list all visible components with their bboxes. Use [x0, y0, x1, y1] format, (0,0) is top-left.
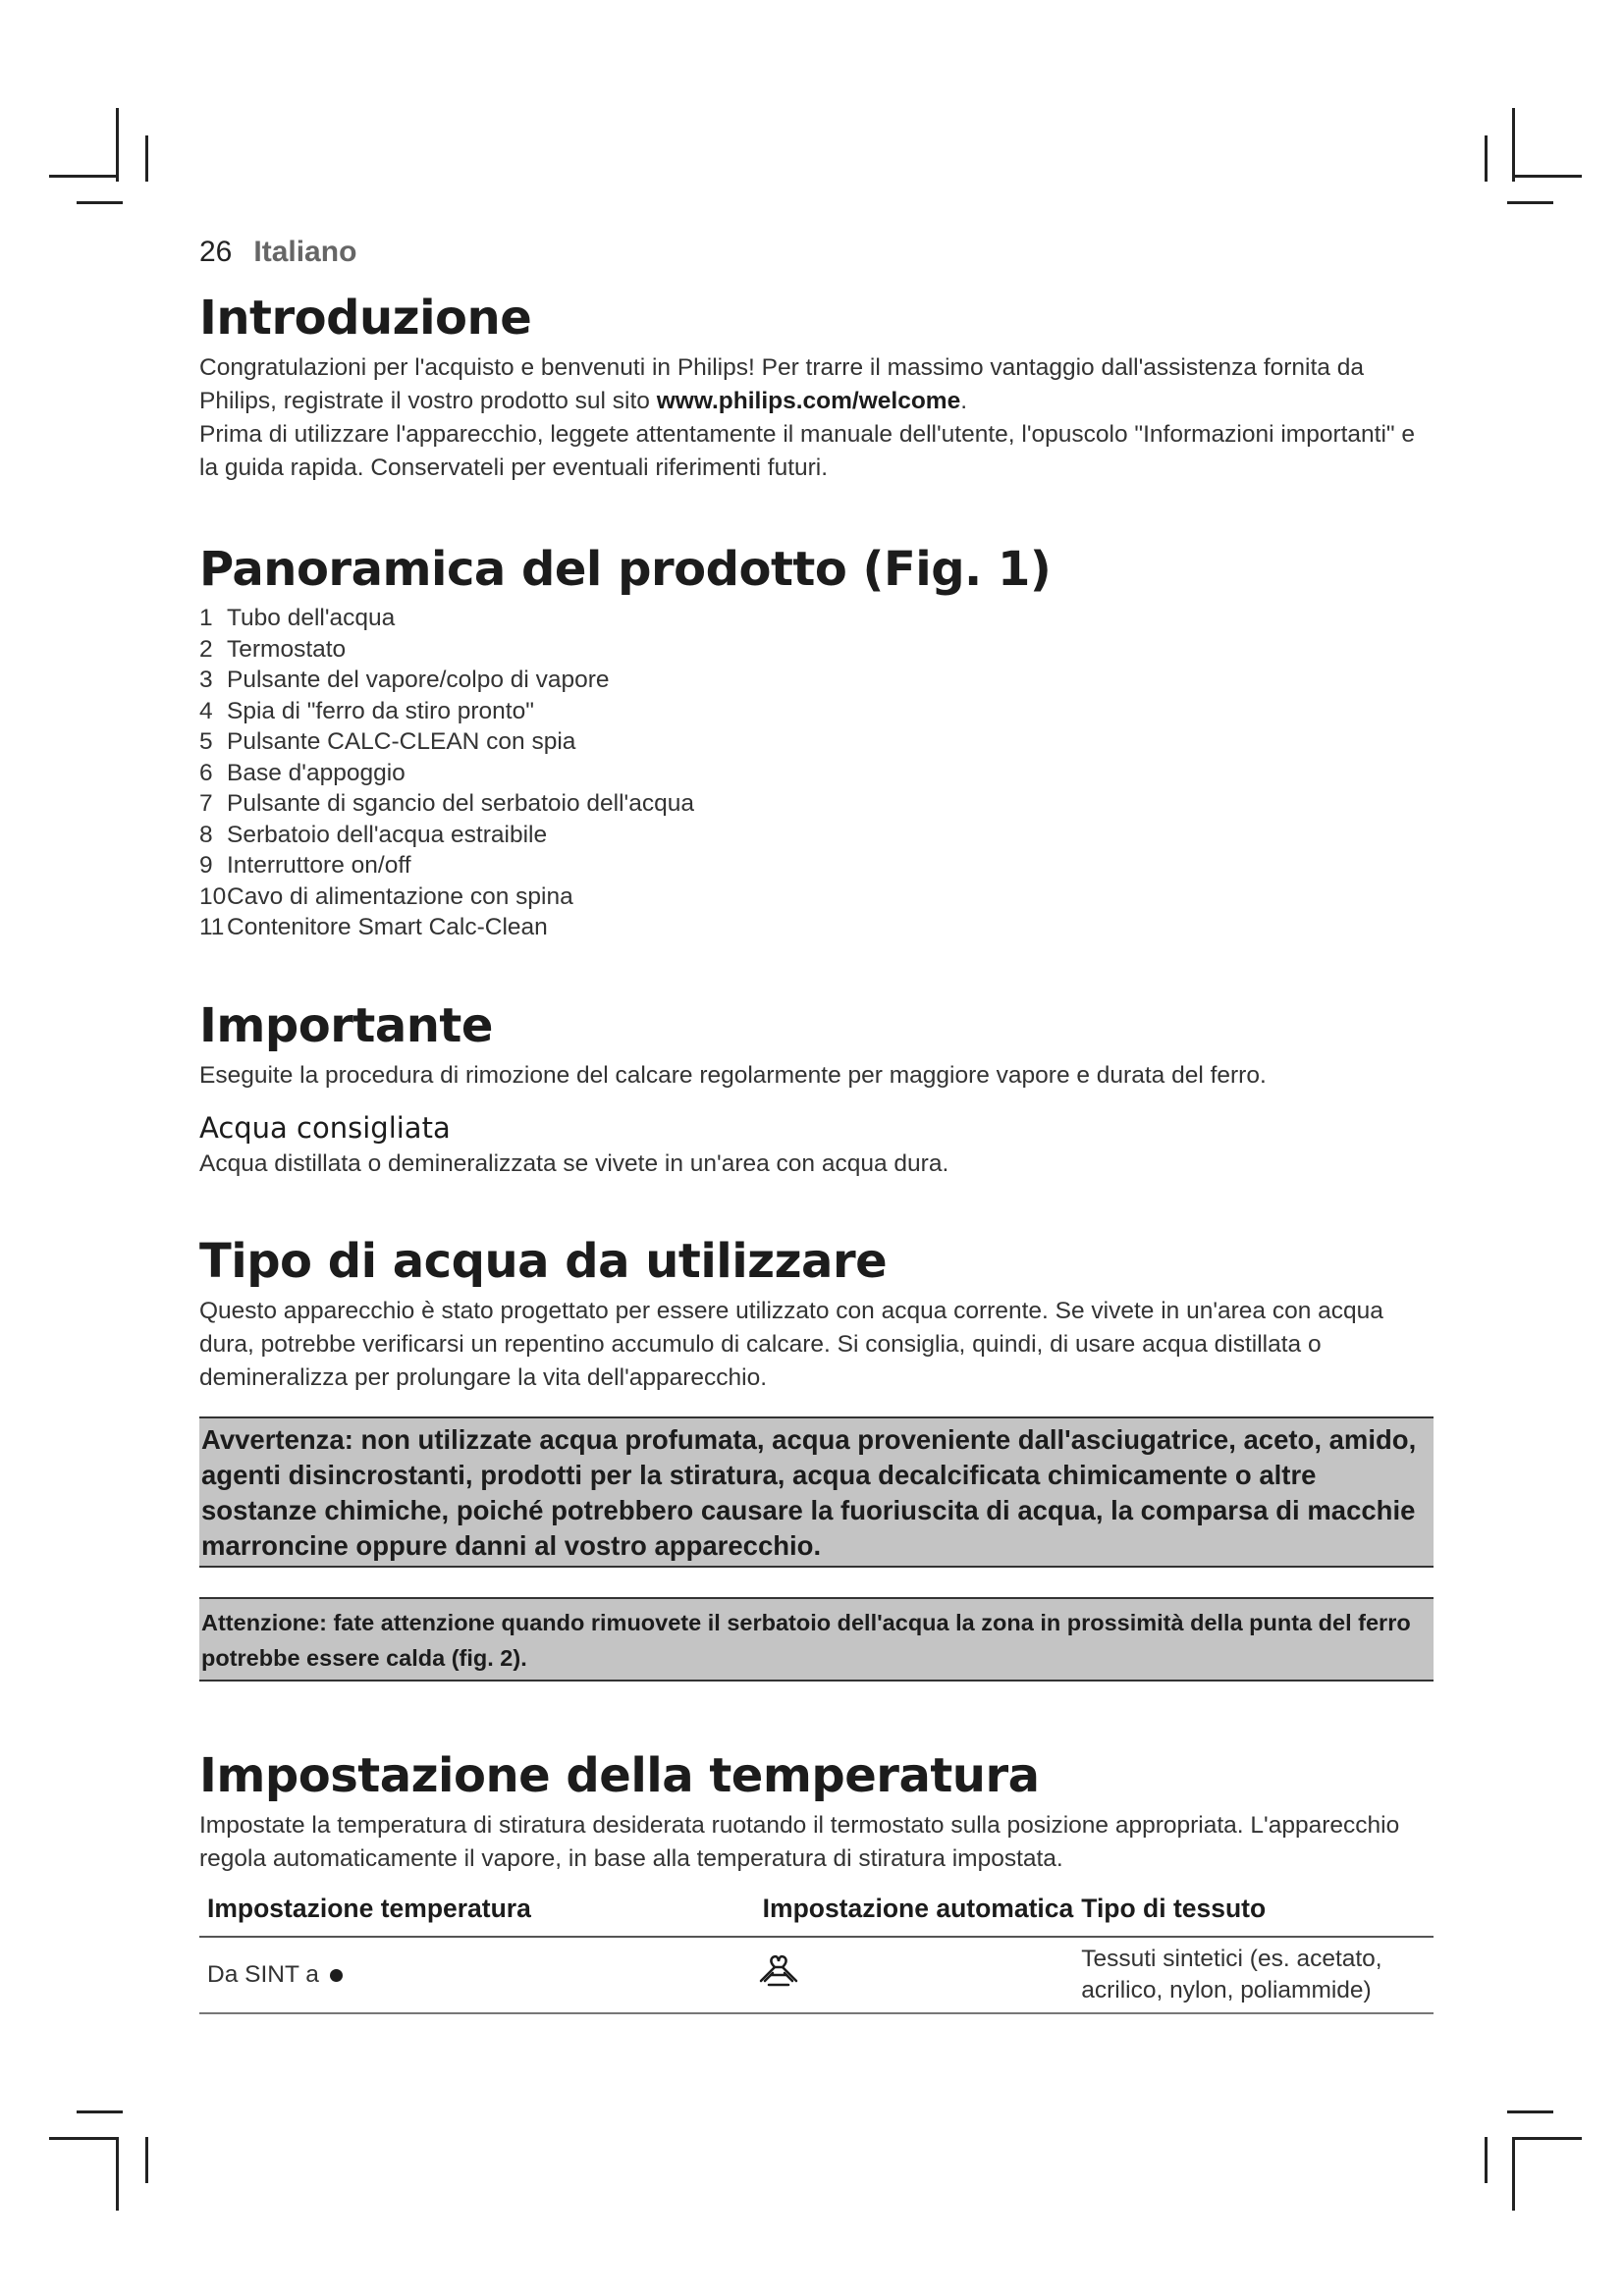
crop-mark	[145, 2137, 148, 2183]
list-item-number: 8	[199, 821, 213, 848]
table-cell-setting	[199, 1937, 755, 2013]
list-item-label: Pulsante CALC-CLEAN con spia	[227, 728, 576, 755]
temperature-text: Impostate la temperatura di stiratura desiderata ruotando il termostato sulla posizione appropriata. L'apparecchio regola automaticamente il vapore, in base alla temperatura di stiratura impostata.	[199, 1811, 1400, 1872]
page-language: Italiano	[253, 236, 357, 268]
crop-mark	[1512, 108, 1515, 182]
water-type-title: Tipo di acqua da utilizzare	[199, 1233, 888, 1289]
list-item	[199, 726, 1434, 758]
list-item-number: 3	[199, 667, 213, 693]
list-item-number: 9	[199, 852, 213, 879]
caution-text: Attenzione: fate attenzione quando rimuovete il serbatoio dell'acqua la zona in prossimità della punta del ferro potrebbe essere calda (fig. 2).	[201, 1609, 1411, 1671]
page-header	[199, 236, 1434, 279]
crop-mark	[1507, 2110, 1553, 2113]
section-overview	[199, 538, 1434, 943]
intro-p1-text: Congratulazioni per l'acquisto e benvenuti in Philips! Per trarre il massimo vantaggio dall'assistenza fornita da Philips, registrate il vostro prodotto sul sito	[199, 354, 1364, 414]
list-item	[199, 696, 1434, 727]
intro-paragraph-2: Prima di utilizzare l'apparecchio, leggete attentamente il manuale dell'utente, l'opuscolo "Informazioni importanti" e la guida rapida. Conservateli per eventuali riferimenti futuri.	[199, 421, 1416, 481]
list-item-label: Spia di "ferro da stiro pronto"	[227, 697, 534, 724]
list-item	[199, 850, 1434, 881]
table-cell-auto	[755, 1937, 1074, 2013]
warning-text: Avvertenza: non utilizzate acqua profumata, acqua proveniente dall'asciugatrice, aceto, amido, agenti disincrostanti, prodotti per la stiratura, acqua decalcificata chimicamente o altre sostanze chimiche, poiché potrebbero causare la fuoriuscita di acqua, la comparsa di macchie marroncine oppure danni al vostro apparecchio.	[201, 1423, 1417, 1561]
crop-mark	[77, 201, 123, 204]
list-item-number: 4	[199, 697, 213, 724]
intro-title: Introduzione	[199, 291, 532, 346]
section-water-type	[199, 1230, 1434, 1682]
temperature-table	[199, 1894, 1434, 2014]
list-item-number: 5	[199, 728, 213, 755]
table-header-fabric: Tipo di tessuto	[1073, 1894, 1434, 1937]
recommended-water-text: Acqua distillata o demineralizzata se vivete in un'area con acqua dura.	[199, 1149, 949, 1177]
table-row	[199, 1937, 1434, 2013]
list-item-number: 1	[199, 605, 213, 631]
crop-mark	[1512, 2137, 1515, 2211]
crop-mark	[1485, 135, 1488, 182]
list-item	[199, 820, 1434, 851]
list-item-label: Base d'appoggio	[227, 759, 406, 786]
list-item	[199, 603, 1434, 634]
table-header-row	[199, 1894, 1434, 1937]
list-item	[199, 758, 1434, 789]
overview-list	[199, 603, 1434, 943]
page-content	[199, 236, 1434, 2014]
section-temperature	[199, 1744, 1434, 2014]
crop-mark	[145, 135, 148, 182]
caution-box	[199, 1597, 1434, 1682]
important-text: Eseguite la procedura di rimozione del calcare regolarmente per maggiore vapore e durata del ferro.	[199, 1061, 1267, 1089]
table-cell-fabric: Tessuti sintetici (es. acetato, acrilico, nylon, poliammide)	[1073, 1937, 1434, 2013]
list-item-label: Pulsante di sgancio del serbatoio dell'acqua	[227, 790, 694, 817]
section-important	[199, 994, 1434, 1181]
list-item-number: 2	[199, 635, 213, 663]
list-item	[199, 634, 1434, 666]
crop-mark	[1515, 175, 1582, 178]
list-item	[199, 665, 1434, 696]
crop-mark	[1515, 2137, 1582, 2140]
list-item	[199, 912, 1434, 943]
table-header-setting: Impostazione temperatura	[199, 1894, 755, 1937]
list-item-label: Tubo dell'acqua	[227, 605, 396, 631]
list-item-label: Cavo di alimentazione con spina	[227, 882, 573, 910]
list-item-number: 6	[199, 759, 213, 786]
important-title: Importante	[199, 997, 493, 1053]
list-item	[199, 788, 1434, 820]
crop-mark	[116, 2137, 119, 2211]
crop-mark	[1485, 2137, 1488, 2183]
water-type-text: Questo apparecchio è stato progettato per essere utilizzato con acqua corrente. Se vivete in un'area con acqua dura, potrebbe verificarsi un repentino accumulo di calcare. Si consiglia, quindi, di usare acqua distillata o demineralizza per prolungare la vita dell'apparecchio.	[199, 1297, 1383, 1391]
overview-title: Panoramica del prodotto (Fig. 1)	[199, 542, 1052, 597]
list-item-label: Termostato	[227, 635, 347, 663]
list-item-label: Serbatoio dell'acqua estraibile	[227, 821, 548, 848]
list-item-number: 11	[199, 914, 225, 940]
setting-label: Da SINT a	[207, 1960, 319, 1988]
list-item-number: 7	[199, 790, 213, 817]
list-item-number: 10	[199, 882, 227, 910]
dot-icon	[330, 1969, 343, 1982]
crop-mark	[77, 2110, 123, 2113]
philips-welcome-link[interactable]: www.philips.com/welcome	[656, 388, 961, 414]
crop-mark	[49, 175, 116, 178]
list-item-label: Interruttore on/off	[227, 852, 411, 879]
warning-box	[199, 1416, 1434, 1568]
crop-mark	[1507, 201, 1553, 204]
intro-paragraph-1	[199, 351, 1434, 418]
list-item-label: Contenitore Smart Calc-Clean	[227, 914, 548, 940]
list-item	[199, 881, 1434, 913]
section-intro	[199, 287, 1434, 485]
crop-mark	[49, 2137, 116, 2140]
page-number: 26	[199, 236, 233, 268]
temperature-title: Impostazione della temperatura	[199, 1747, 1040, 1803]
recommended-water-title: Acqua consigliata	[199, 1110, 451, 1145]
table-header-auto: Impostazione automatica	[755, 1894, 1074, 1937]
steam-icon	[755, 1953, 802, 1996]
list-item-label: Pulsante del vapore/colpo di vapore	[227, 667, 610, 693]
crop-mark	[116, 108, 119, 182]
intro-p1-end: .	[960, 388, 968, 414]
